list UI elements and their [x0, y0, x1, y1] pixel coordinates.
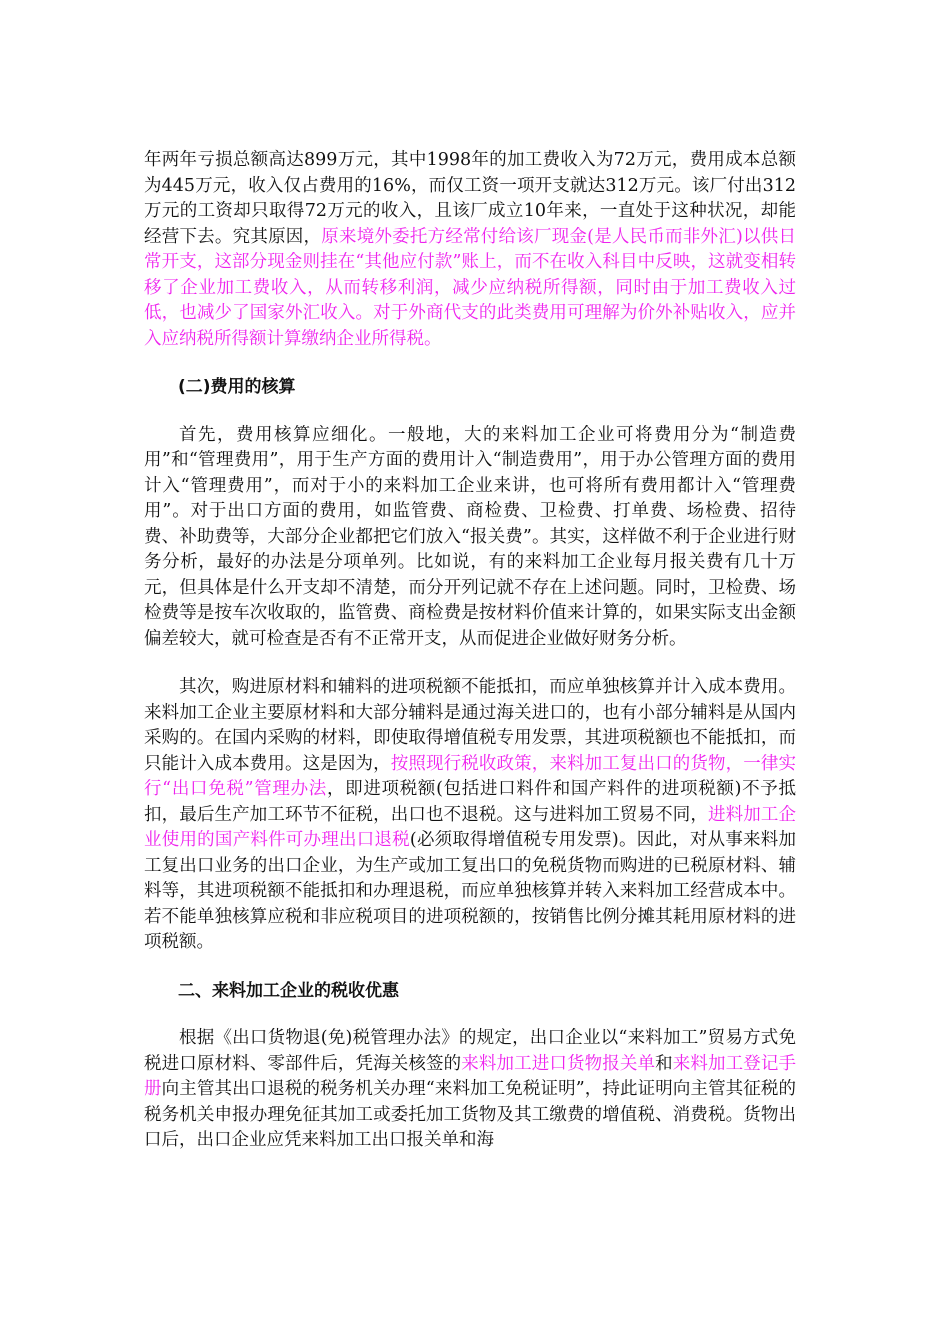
paragraph-expense-detail: 首先，费用核算应细化。一般地，大的来料加工企业可将费用分为“制造费用”和“管理费用”，用于生产方面的费用计入“制造费用”，用于办公管理方面的费用计入“管理费用”，而对于小的来料加工企业来讲，也可将所有费用都计入“管理费用”。对于出口方面的费用，如监管费、商检费、卫检费、打单费、场检费、招待费、补助费等，大部分企业都把它们放入“报关费”。其实，这样做不利于企业进行财务分析，最好的办法是分项单列。比如说，有的来料加工企业每月报关费有几十万元，但具体是什么开支却不清楚，而分开列记就不存在上述问题。同时，卫检费、场检费等是按车次收取的，监管费、商检费是按材料价值来计算的，如果实际支出金额偏差较大，就可检查是否有不正常开支，从而促进企业做好财务分析。: [144, 424, 796, 649]
paragraph-text: (必须取得增值税专用发票)。因此，对从事来料加工复出口业务的出口企业，为生产或加工复出口的免税货物而购进的已税原材料、辅料等，其进项税额不能抵扣和办理退税，而应单独核算并转入来料加工经营成本中。若不能单独核算应税和非应税项目的进项税额的，按销售比例分摊其耗用原材料的进项税额。: [144, 830, 797, 952]
paragraph-export-exemption: [144, 1026, 796, 1154]
paragraph-text: 和: [655, 1053, 673, 1074]
paragraph-text: 向主管其出口退税的税务机关办理“来料加工免税证明”，持此证明向主管其征税的税务机关申报办理免征其加工或委托加工货物及其工缴费的增值税、消费税。货物出口后，出口企业应凭来料加工出口报关单和海: [144, 1079, 797, 1150]
highlighted-text: 进料加工企业使用的国产料件可办理出口退税: [144, 804, 796, 850]
paragraph-text: 根据《出口货物退(免)税管理办法》的规定，出口企业以“来料加工”贸易方式免税进口原材料、零部件后，凭海关核签的: [144, 1028, 796, 1074]
section-heading-tax-incentives: 二、来料加工企业的税收优惠: [178, 980, 399, 1001]
highlighted-text: 来料加工登记手册: [144, 1053, 796, 1099]
highlighted-text: 来料加工进口货物报关单: [461, 1053, 656, 1074]
highlighted-text: 按照现行税收政策，来料加工复出口的货物，一律实行“出口免税”管理办法: [144, 753, 796, 799]
paragraph-text: ，即进项税额(包括进口料件和国产料件的进项税额)不予抵扣，最后生产加工环节不征税，出口也不退税。这与进料加工贸易不同，: [144, 779, 796, 825]
section-heading-expense-accounting: (二)费用的核算: [178, 377, 296, 397]
paragraph-loss-analysis: [144, 148, 796, 352]
paragraph-input-tax: [144, 675, 796, 956]
paragraph-text: 其次，购进原材料和辅料的进项税额不能抵扣，而应单独核算并计入成本费用。来料加工企业主要原材料和大部分辅料是通过海关进口的，也有小部分辅料是从国内采购的。在国内采购的材料，即使取得增值税专用发票，其进项税额也不能抵扣，而只能计入成本费用。这是因为，: [144, 677, 796, 774]
paragraph-text: 年两年亏损总额高达899万元，其中1998年的加工费收入为72万元，费用成本总额为445万元，收入仅占费用的16%，而仅工资一项开支就达312万元。该厂付出312万元的工资却只取得72万元的收入，且该厂成立10年来，一直处于这种状况，却能经营下去。究其原因，: [144, 150, 796, 247]
highlighted-text: 原来境外委托方经常付给该厂现金(是人民币而非外汇)以供日常开支，这部分现金则挂在“其他应付款”账上，而不在收入科目中反映，这就变相转移了企业加工费收入，从而转移利润，减少应纳税所得额，同时由于加工费收入过低，也减少了国家外汇收入。对于外商代支的此类费用可理解为价外补贴收入，应并入应纳税所得额计算缴纳企业所得税。: [144, 226, 797, 349]
document-page: [144, 148, 796, 1154]
